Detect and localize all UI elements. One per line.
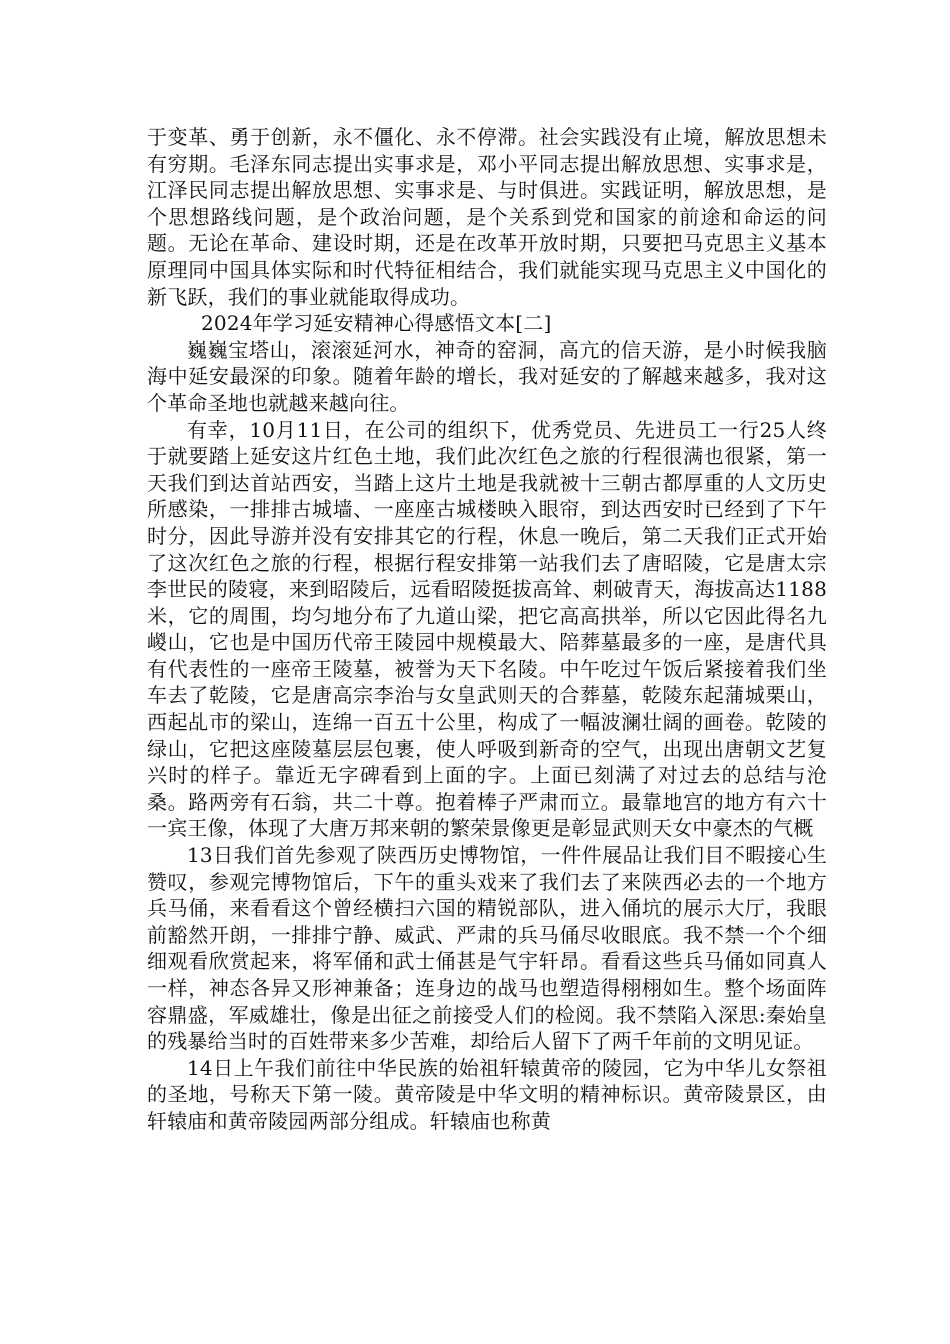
paragraph-day-one-two: 有幸，10月11日，在公司的组织下，优秀党员、先进员工一行25人终于就要踏上延安这片红色土地，我们此次红色之旅的行程很满也很紧，第一天我们到达首站西安，当踏上这片土地是我就被十三朝古都厚重的人文历史所感染，一排排古城墙、一座座古城楼映入眼帘，到达西安时已经到了下午时分，因此导游并没有安排其它的行程，休息一晚后，第二天我们正式开始了这次红色之旅的行程，根据行程安排第一站我们去了唐昭陵，它是唐太宗李世民的陵寝，来到昭陵后，远看昭陵挺拔高耸、刺破青天，海拔高达1188米，它的周围，均匀地分布了九道山梁，把它高高拱举，所以它因此得名九嵕山，它也是中国历代帝王陵园中规模最大、陪葬墓最多的一座，是唐代具有代表性的一座帝王陵墓，被誉为天下名陵。中午吃过午饭后紧接着我们坐车去了乾陵，它是唐高宗李治与女皇武则天的合葬墓，乾陵东起蒲城栗山，西起乩市的梁山，连绵一百五十公里，构成了一幅波澜壮阔的画卷。乾陵的绿山，它把这座陵墓层层包裹，使人呼吸到新奇的空气，出现出唐朝文艺复兴时的样子。靠近无字碑看到上面的字。上面已刻满了对过去的总结与沧桑。路两旁有石翁，共二十尊。抱着棒子严肃而立。最靠地宫的地方有六十一宾王像，体现了大唐万邦来朝的繁荣景像更是彰显武则天女中豪杰的气概 [147,417,827,841]
section-heading: 2024年学习延安精神心得感悟文本[二] [201,311,552,336]
paragraph-intro: 巍巍宝塔山，滚滚延河水，神奇的窑洞，高亢的信天游，是小时候我脑海中延安最深的印象。随着年龄的增长，我对延安的了解越来越多，我对这个革命圣地也就越来越向往。 [147,337,827,415]
document-body [147,124,827,1135]
paragraph-continuation: 于变革、勇于创新，永不僵化、永不停滞。社会实践没有止境，解放思想未有穷期。毛泽东同志提出实事求是，邓小平同志提出解放思想、实事求是，江泽民同志提出解放思想、实事求是、与时俱进。实践证明，解放思想，是个思想路线问题，是个政治问题，是个关系到党和国家的前途和命运的问题。无论在革命、建设时期，还是在改革开放时期，只要把马克思主义基本原理同中国具体实际和时代特征相结合，我们就能实现马克思主义中国化的新飞跃，我们的事业就能取得成功。 [147,125,827,309]
paragraph-day-14: 14日上午我们前往中华民族的始祖轩辕黄帝的陵园，它为中华儿女祭祖的圣地，号称天下第一陵。黄帝陵是中华文明的精神标识。黄帝陵景区，由轩辕庙和黄帝陵园两部分组成。轩辕庙也称黄 [147,1055,827,1133]
paragraph-day-13: 13日我们首先参观了陕西历史博物馆，一件件展品让我们目不暇接心生赞叹，参观完博物馆后，下午的重头戏来了我们去了来陕西必去的一个地方兵马俑，来看看这个曾经横扫六国的精锐部队，进入俑坑的展示大厅，我眼前豁然开朗，一排排宁静、威武、严肃的兵马俑尽收眼底。我不禁一个个细细观看欣赏起来，将军俑和武士俑甚是气宇轩昂。看看这些兵马俑如同真人一样，神态各异又形神兼备；连身边的战马也塑造得栩栩如生。整个场面阵容鼎盛，军威雄壮，像是出征之前接受人们的检阅。我不禁陷入深思:秦始皇的残暴给当时的百姓带来多少苦难，却给后人留下了两千年前的文明见证。 [147,843,827,1054]
